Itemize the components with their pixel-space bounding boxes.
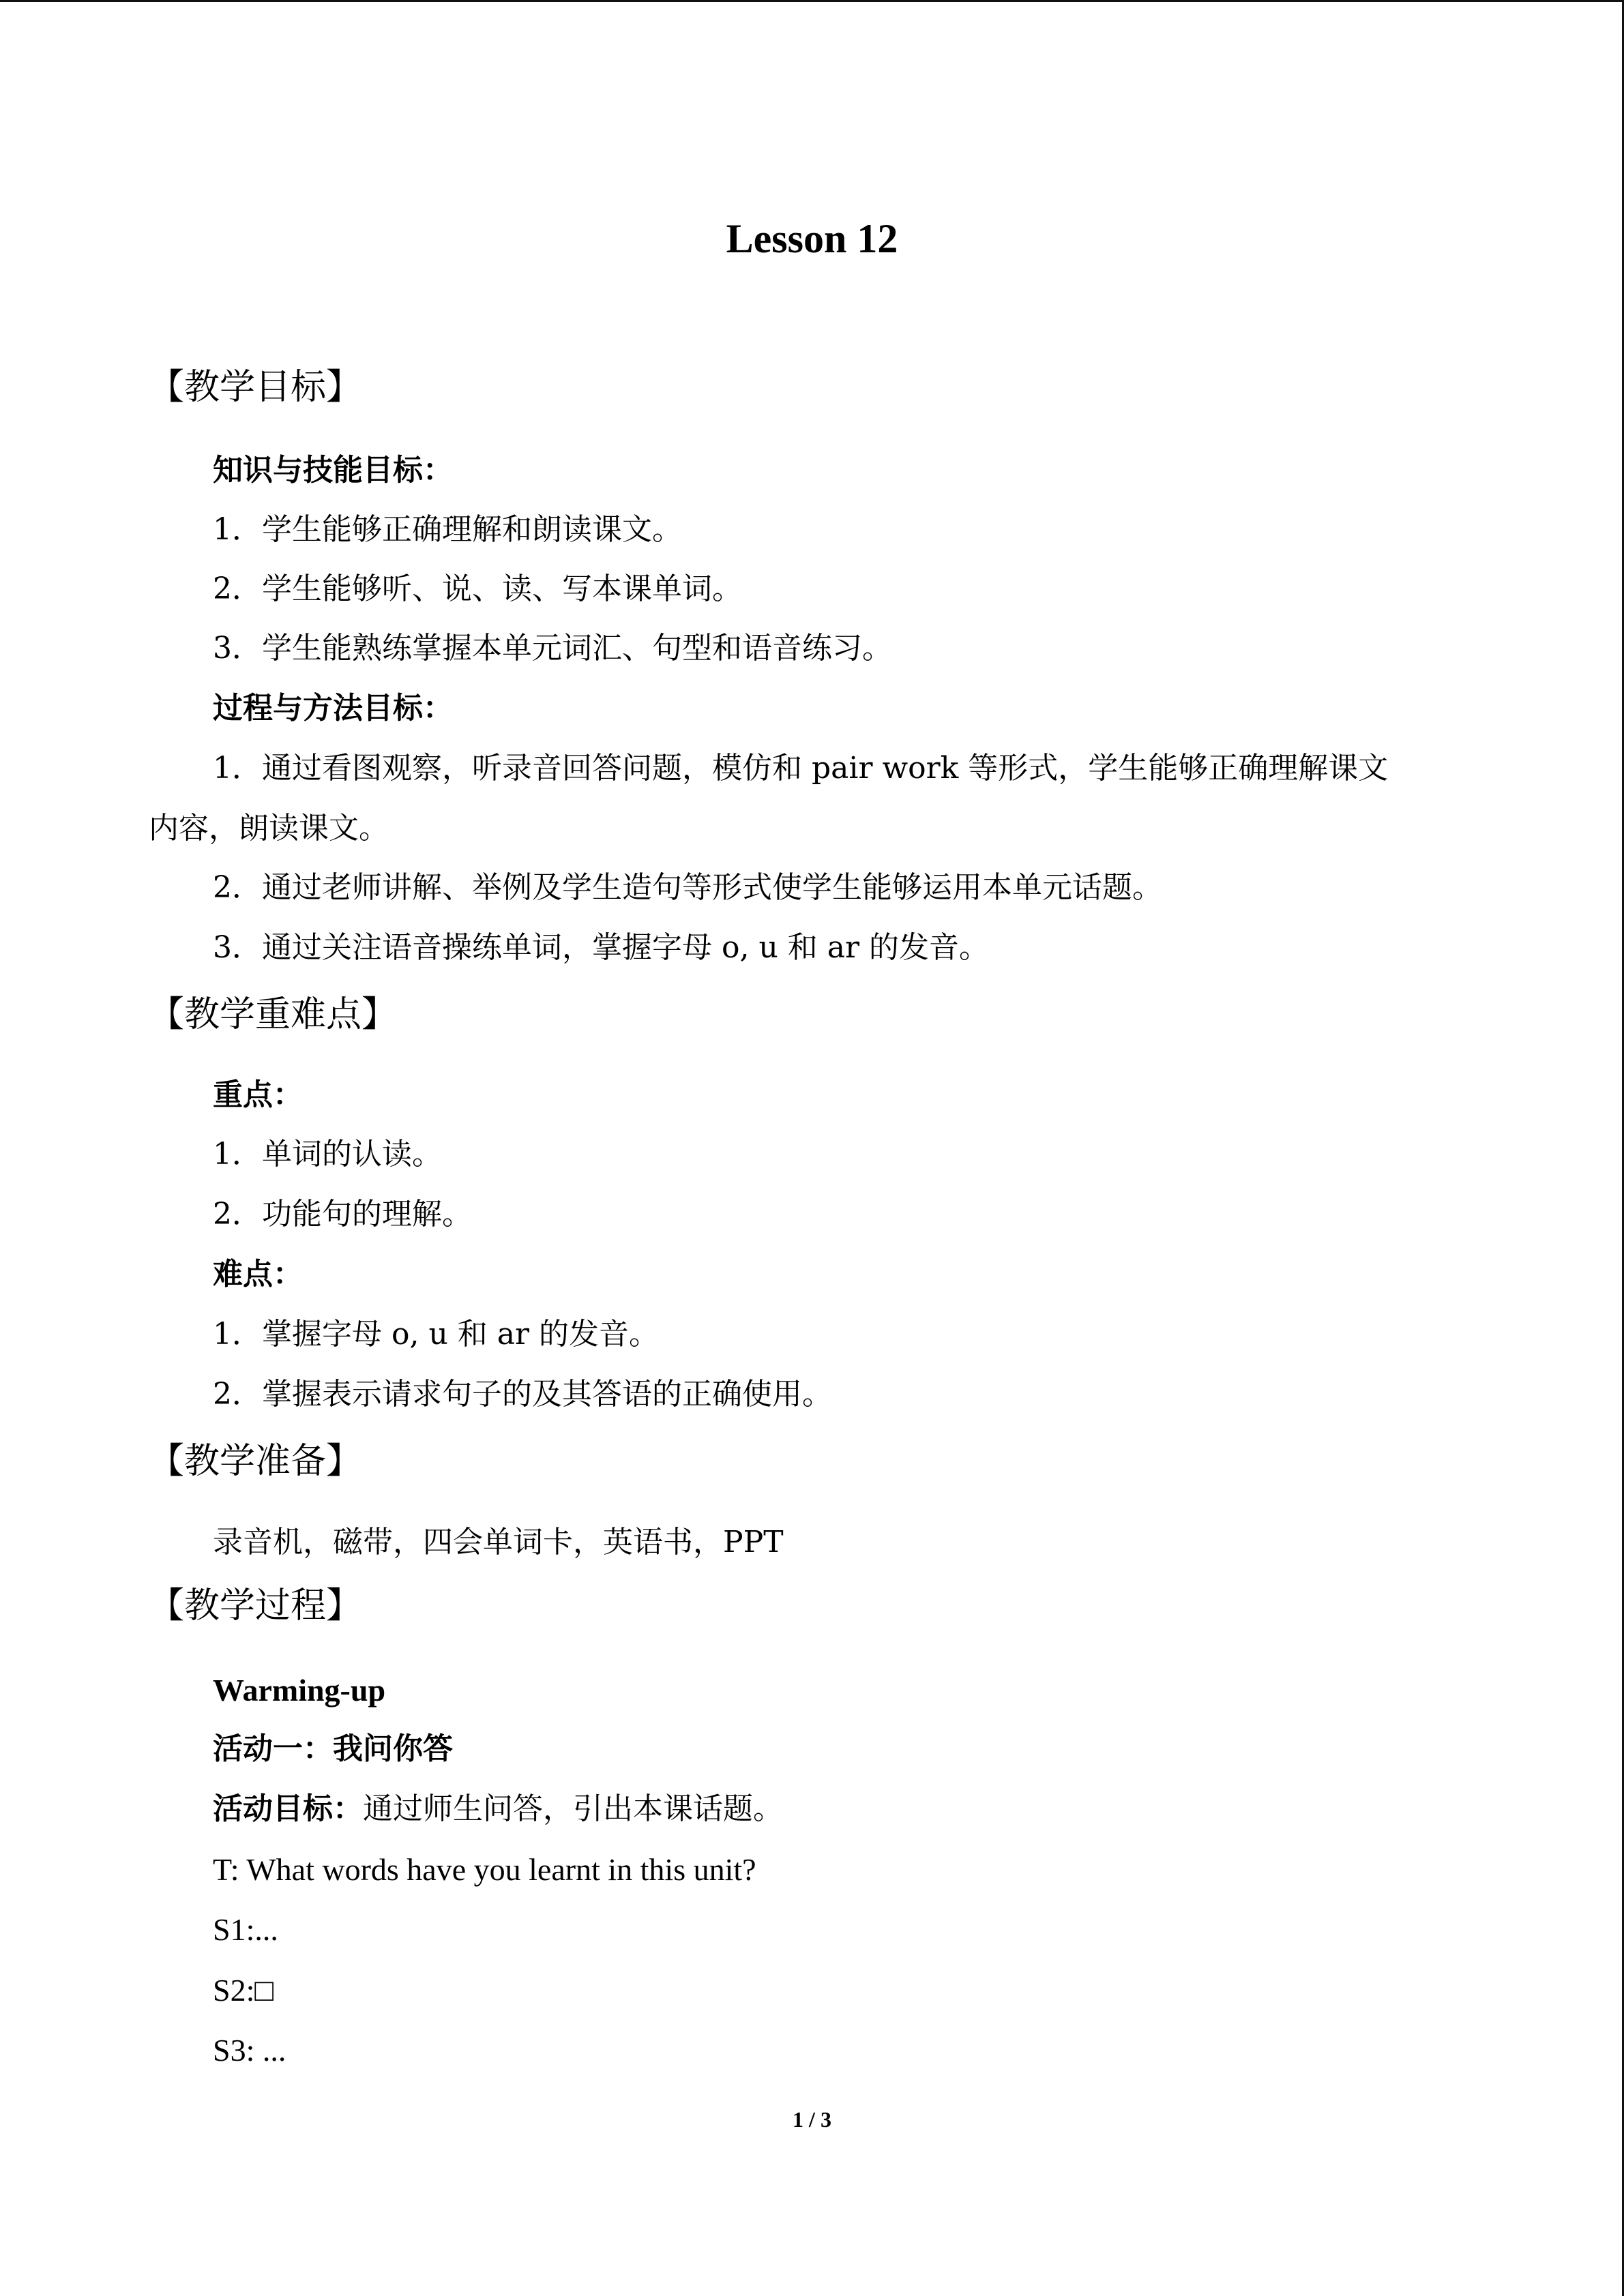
section-heading-key-points: 【教学重难点】 (149, 994, 398, 1035)
process-item-1-line-2: 内容，朗读课文。 (149, 811, 389, 846)
section-heading-preparation: 【教学准备】 (149, 1441, 362, 1482)
page-border-top (0, 0, 1624, 2)
difficulty-item-2: 2．掌握表示请求句子的及其答语的正确使用。 (213, 1377, 832, 1412)
knowledge-skills-heading: 知识与技能目标： (213, 453, 453, 488)
activity-goal-label: 活动目标： (213, 1791, 363, 1826)
process-item-1-line-1: 1．通过看图观察，听录音回答问题，模仿和 pair work 等形式，学生能够正确理解课文 (213, 751, 1389, 786)
dialogue-line-s3: S3: ... (213, 2033, 286, 2068)
activity-goal (213, 1789, 783, 1830)
dialogue-line-s1: S1:... (213, 1912, 278, 1947)
dialogue-line-s2: S2:□ (213, 1973, 274, 2008)
process-method-heading: 过程与方法目标： (213, 691, 453, 726)
lesson-title: Lesson 12 (726, 216, 898, 261)
section-heading-objectives: 【教学目标】 (149, 367, 362, 408)
difficulty-heading: 难点： (213, 1257, 303, 1292)
preparation-materials: 录音机，磁带，四会单词卡，英语书，PPT (213, 1525, 784, 1560)
knowledge-item-1: 1．学生能够正确理解和朗读课文。 (213, 512, 682, 547)
process-item-3: 3．通过关注语音操练单词，掌握字母 o, u 和 ar 的发音。 (213, 930, 990, 965)
knowledge-item-3: 3．学生能熟练掌握本单元词汇、句型和语音练习。 (213, 631, 892, 666)
knowledge-item-2: 2．学生能够听、说、读、写本课单词。 (213, 571, 742, 606)
process-item-2: 2．通过老师讲解、举例及学生造句等形式使学生能够运用本单元话题。 (213, 870, 1162, 905)
warming-up-heading: Warming-up (213, 1673, 386, 1708)
focus-item-2: 2．功能句的理解。 (213, 1197, 472, 1232)
page-number: 1 / 3 (793, 2107, 831, 2132)
section-heading-process: 【教学过程】 (149, 1585, 362, 1626)
activity-title: 活动一：我问你答 (213, 1731, 453, 1766)
focus-item-1: 1．单词的认读。 (213, 1137, 442, 1172)
activity-goal-text: 通过师生问答，引出本课话题。 (363, 1791, 783, 1826)
dialogue-line-teacher: T: What words have you learnt in this unit? (213, 1852, 756, 1887)
focus-heading: 重点： (213, 1077, 303, 1112)
difficulty-item-1: 1．掌握字母 o, u 和 ar 的发音。 (213, 1317, 660, 1352)
